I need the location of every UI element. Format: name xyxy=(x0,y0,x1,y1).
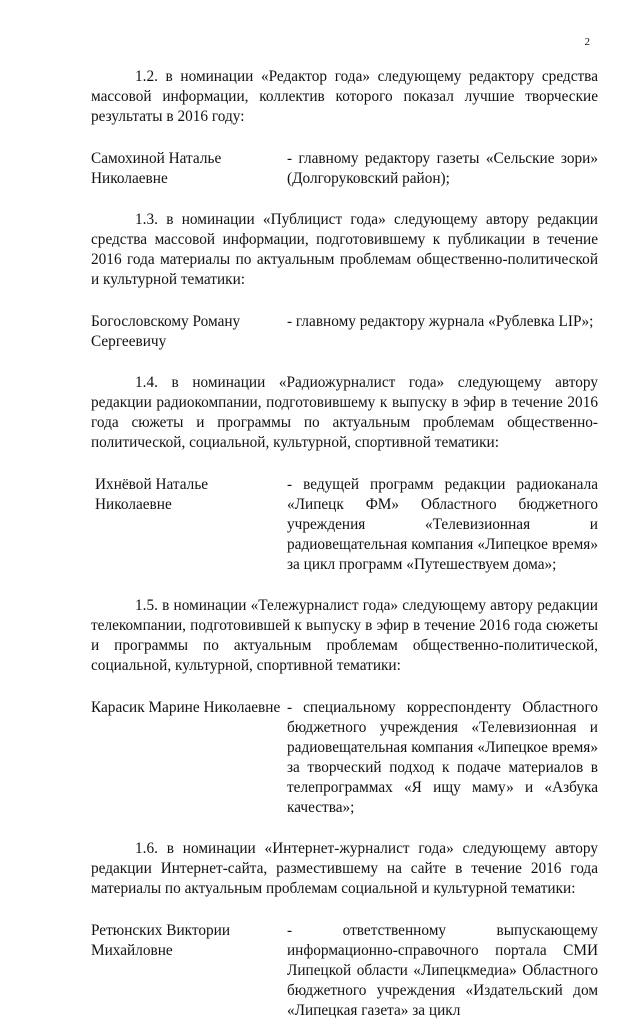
nomination-editor-intro: 1.2. в номинации «Редактор года» следующему редактору средства массовой информации, коллектив которого показал лучшие творческие результаты в 2016 году: xyxy=(91,68,598,125)
recipient-description: - главному редактору журнала «Рублевка LIP»; xyxy=(287,313,594,330)
recipient-name: Богословскому Роману Сергеевичу xyxy=(91,313,241,350)
nomination-internet-journalist-intro: 1.6. в номинации «Интернет-журналист года» следующему автору редакции Интернет-сайта, разместившему на сайте в течение 2016 года материалы по актуальным проблемам социальной и культурной тематики: xyxy=(91,840,598,897)
award-row-tv-journalist xyxy=(91,698,598,818)
page-number: 2 xyxy=(584,36,590,48)
recipient-description: - специальному корреспонденту Областного бюджетного учреждения «Телевизионная и радиовещательная компания «Липецкое время» за творческий подход к подаче материалов в телепрограммах «Я ищу маму» и «Азбука качества»; xyxy=(287,699,598,816)
award-row-radio-journalist xyxy=(91,475,598,575)
nomination-publicist-intro: 1.3. в номинации «Публицист года» следующему автору редакции средства массовой информации, подготовившему к публикации в течение 2016 года материалы по актуальным проблемам общественно-политической и культурной тематики: xyxy=(91,211,598,288)
nomination-radio-journalist-intro: 1.4. в номинации «Радиожурналист года» следующему автору редакции радиокомпании, подготовившему к выпуску в эфир в течение 2016 года сюжеты и программы по актуальным проблемам общественно-политической, социальной, культурной, спортивной тематики: xyxy=(91,374,598,451)
recipient-name: Ихнёвой Наталье Николаевне xyxy=(95,476,209,513)
recipient-description: - главному редактору газеты «Сельские зори» (Долгоруковский район); xyxy=(287,150,598,187)
recipient-name: Самохиной Наталье Николаевне xyxy=(91,150,222,187)
award-row-editor xyxy=(91,149,598,189)
recipient-name: Ретюнских Виктории Михайловне xyxy=(91,922,231,959)
award-row-internet-journalist xyxy=(91,921,598,1021)
nomination-tv-journalist-intro: 1.5. в номинации «Тележурналист года» следующему автору редакции телекомпании, подготовившей к выпуску в эфир в течение 2016 года сюжеты и программы по актуальным проблемам общественно-политической, социальной, культурной, спортивной тематики: xyxy=(91,597,598,674)
recipient-description: - ведущей программ редакции радиоканала «Липецк ФМ» Областного бюджетного учреждения «Телевизионная и радиовещательная компания «Липецкое время» за цикл программ «Путешествуем дома»; xyxy=(287,476,598,573)
document-body xyxy=(91,67,598,1021)
recipient-name: Карасик Марине Николаевне xyxy=(91,699,281,716)
recipient-description: - ответственному выпускающему информационно-справочного портала СМИ Липецкой области «Липецкмедиа» Областного бюджетного учреждения «Издательский дом «Липецкая газета» за цикл xyxy=(287,922,598,1019)
award-row-publicist xyxy=(91,312,598,352)
